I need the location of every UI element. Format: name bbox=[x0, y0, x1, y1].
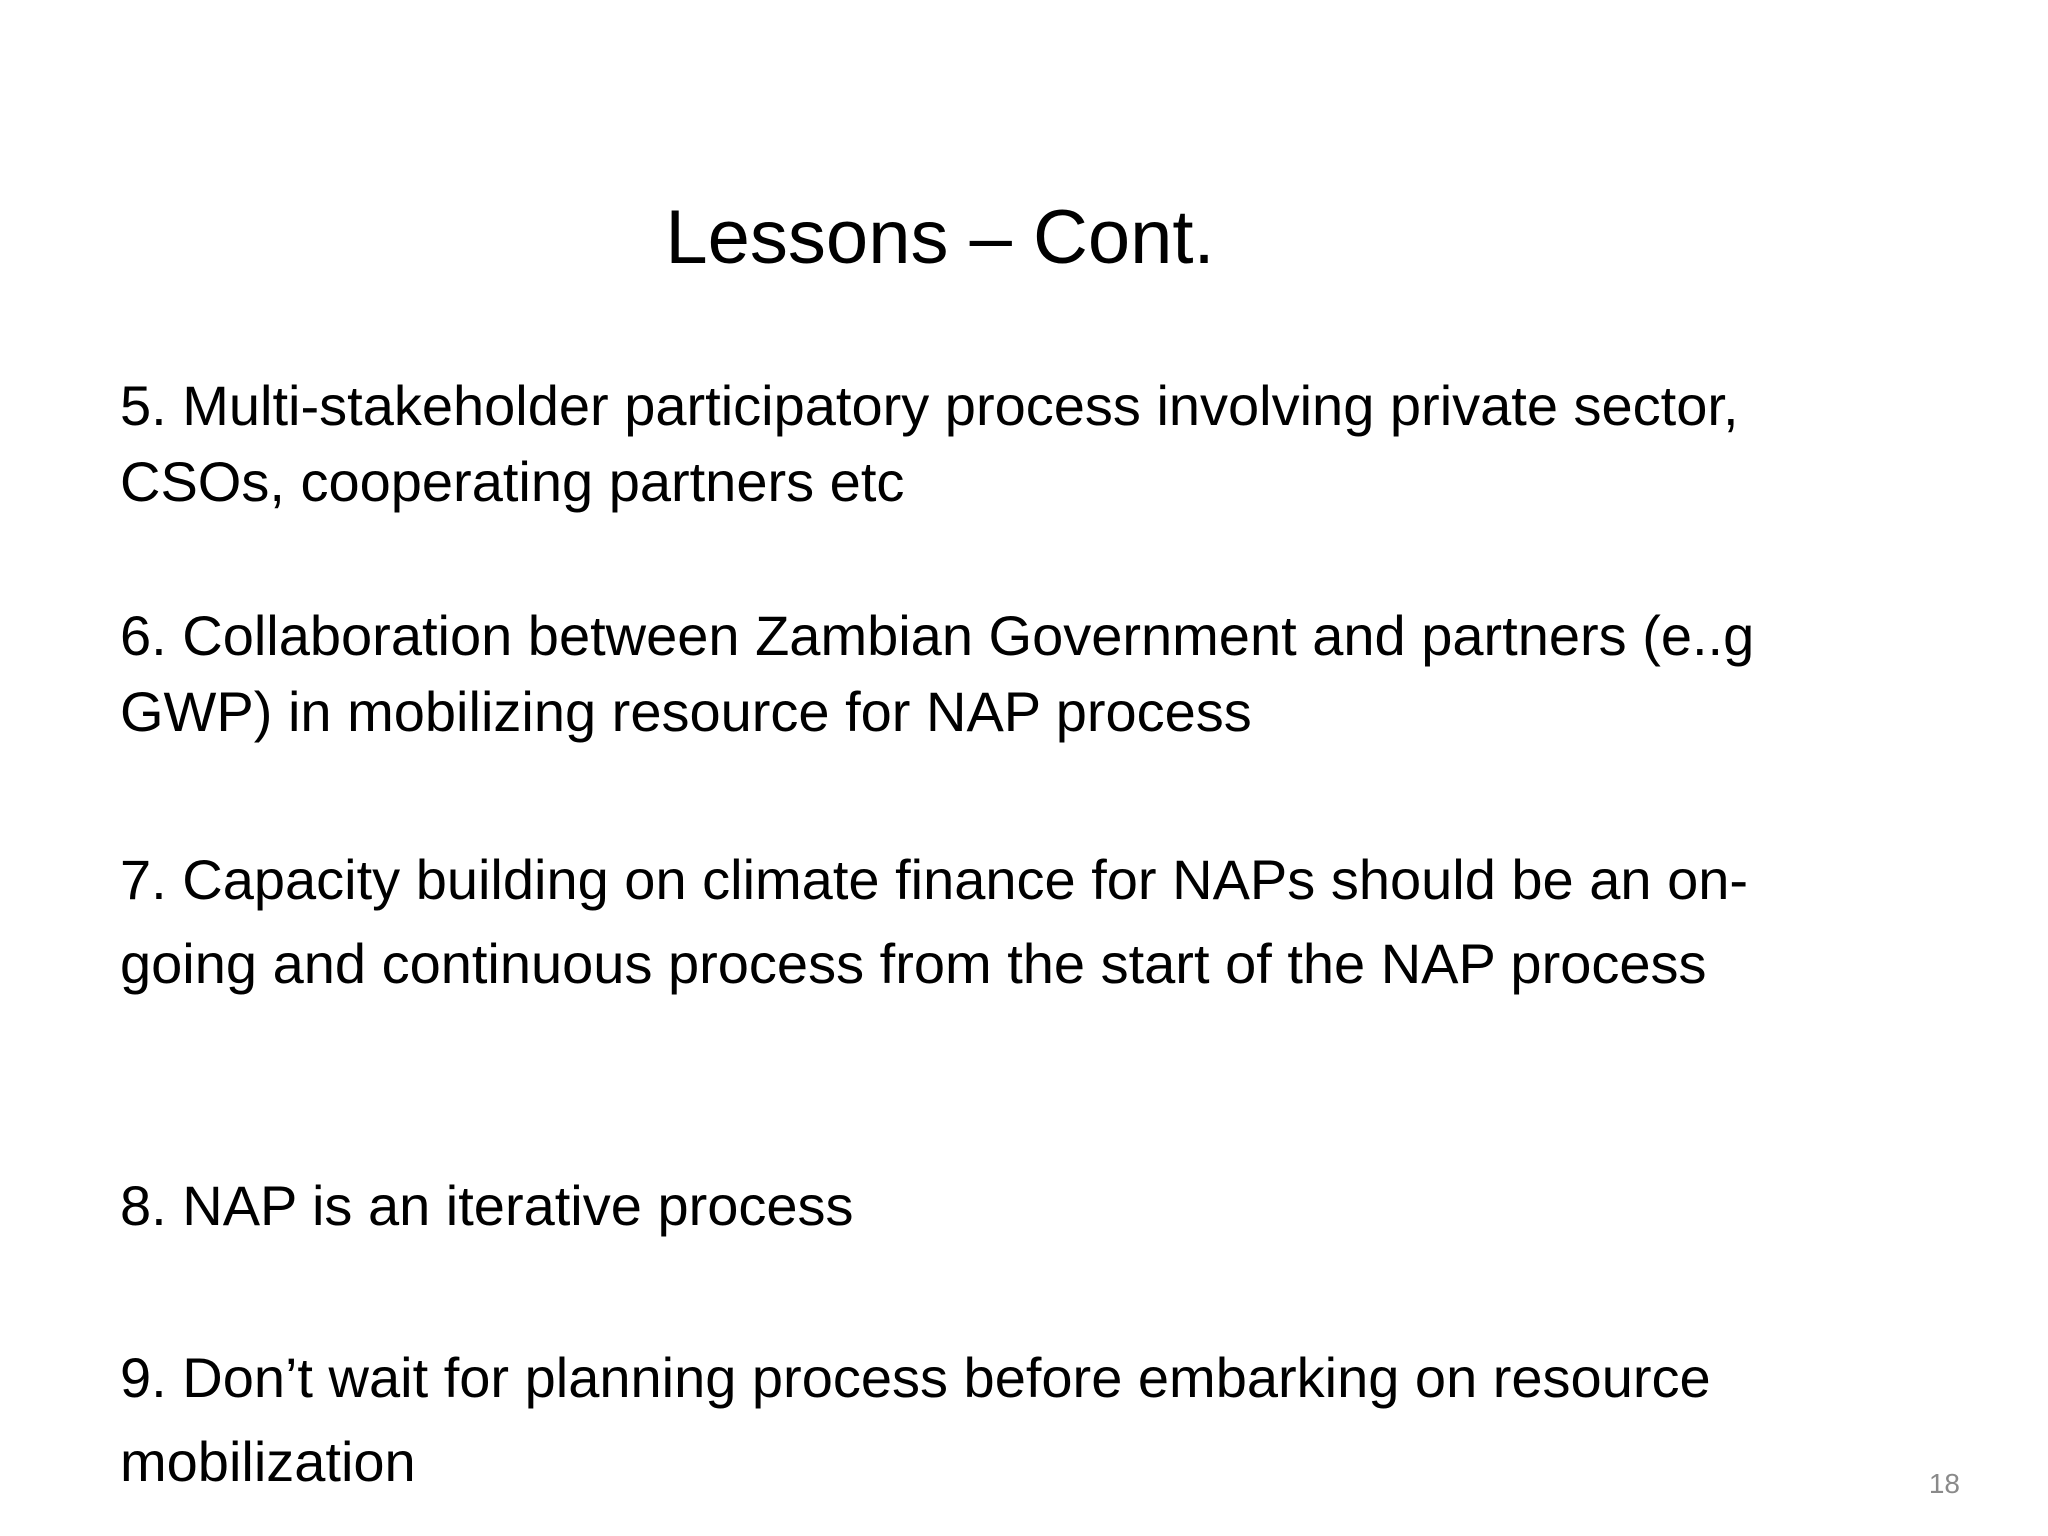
lesson-item-5: 5. Multi-stakeholder participatory process involving private sector, CSOs, cooperating partners etc bbox=[120, 374, 1739, 513]
slide-title: Lessons – Cont. bbox=[665, 195, 1215, 280]
page-number: 18 bbox=[1928, 1468, 1960, 1499]
lesson-item-7: 7. Capacity building on climate finance for NAPs should be an on-going and continuous process from the start of the NAP process bbox=[120, 848, 1749, 995]
lesson-item-9: 9. Don’t wait for planning process before embarking on resource mobilization bbox=[120, 1346, 1711, 1493]
lesson-item-6: 6. Collaboration between Zambian Government and partners (e..g GWP) in mobilizing resource for NAP process bbox=[120, 604, 1755, 743]
lesson-item-8: 8. NAP is an iterative process bbox=[120, 1174, 854, 1237]
